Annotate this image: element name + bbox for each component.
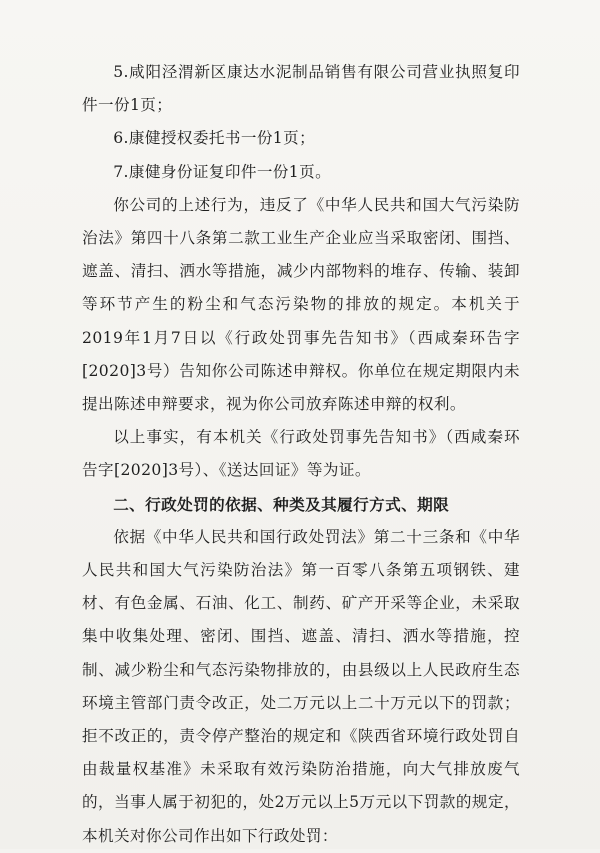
evidence-paragraph: 以上事实，有本机关《行政处罚事先告知书》（西咸秦环告字[2020]3号）、《送达回证》等为证。 xyxy=(82,428,520,480)
violation-paragraph: 你公司的上述行为，违反了《中华人民共和国大气污染防治法》第四十八条第二款工业生产企业应当采取密闭、围挡、遮盖、清扫、洒水等措施，减少内部物料的堆存、传输、装卸等环节产生的粉尘和气态污染物的排放的规定。本机关于2019年1月7日以《行政处罚事先告知书》（西咸秦环告字[2020]3号）告知你公司陈述申辩权。你单位在规定期限内未提出陈述申辩要求，视为你公司放弃陈述申辩的权利。 xyxy=(82,195,520,414)
document-body xyxy=(82,56,520,853)
attachment-item-6: 6.康健授权委托书一份1页； xyxy=(113,129,316,148)
attachment-item-7: 7.康健身份证复印件一份1页。 xyxy=(113,162,332,181)
section-heading: 二、行政处罚的依据、种类及其履行方式、期限 xyxy=(113,494,450,514)
attachment-item-5: 5.咸阳泾渭新区康达水泥制品销售有限公司营业执照复印件一份1页； xyxy=(82,63,520,115)
legal-basis-paragraph: 依据《中华人民共和国行政处罚法》第二十三条和《中华人民共和国大气污染防治法》第一百零八条第五项钢铁、建材、有色金属、石油、化工、制药、矿产开采等企业，未采取集中收集处理、密闭、围挡、遮盖、清扫、洒水等措施，控制、减少粉尘和气态污染物排放的，由县级以上人民政府生态环境主管部门责令改正，处二万元以上二十万元以下的罚款；拒不改正的，责令停产整治的规定和《陕西省环境行政处罚自由裁量权基准》未采取有效污染防治措施，向大气排放废气的，当事人属于初犯的，处2万元以上5万元以下罚款的规定，本机关对你公司作出如下行政处罚： xyxy=(82,527,520,845)
